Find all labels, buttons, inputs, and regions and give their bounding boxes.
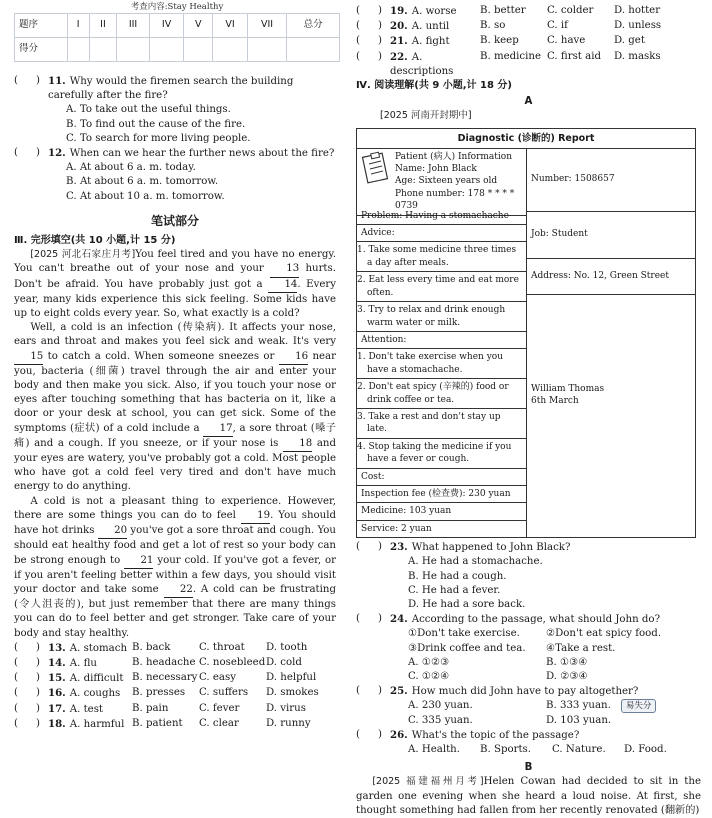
choice-option[interactable]: D. runny bbox=[266, 717, 311, 729]
option[interactable]: A. He had a stomachache. bbox=[408, 556, 543, 568]
cloze-blank[interactable]: 22 bbox=[164, 583, 193, 598]
part-b-text: Helen Cowan had decided to sit in the garden one evening when she heard a loud noise. At first, she thought something had fallen from her recently renovated (翻新的) bbox=[356, 776, 701, 816]
choice-row bbox=[14, 656, 336, 671]
choice-option[interactable]: 13. A. stomach bbox=[48, 641, 128, 654]
paren-close: ) bbox=[36, 672, 40, 684]
score-col: IV bbox=[149, 14, 183, 38]
cloze-paragraph-3 bbox=[14, 495, 336, 641]
cloze-blank[interactable]: 15 bbox=[14, 350, 43, 365]
question-stem bbox=[356, 684, 701, 699]
cloze-text: A cold is not a pleasant thing to experience. However, there are some things you can do to feel bbox=[14, 495, 336, 521]
score-cell[interactable] bbox=[213, 38, 247, 62]
advice-item: 1. Take some medicine three times a day after meals. bbox=[357, 242, 526, 272]
question-text: According to the passage, what should John do? bbox=[411, 614, 661, 626]
option[interactable]: D. ②③④ bbox=[546, 671, 588, 683]
cost-item: Service: 2 yuan bbox=[361, 523, 432, 534]
reading-question bbox=[356, 612, 701, 684]
paren-close: ) bbox=[36, 702, 40, 714]
choice-option[interactable]: D. cold bbox=[266, 656, 302, 668]
question-number: 24. bbox=[390, 613, 408, 626]
advice-label: Advice: bbox=[357, 225, 526, 242]
score-col: I bbox=[67, 14, 89, 38]
option[interactable]: A. At about 6 a. m. today. bbox=[66, 162, 196, 174]
report-title: Diagnostic (诊断的) Report bbox=[357, 129, 695, 149]
paren-open: ( bbox=[356, 20, 360, 32]
written-section-title: 笔试部分 bbox=[150, 213, 199, 228]
score-cell[interactable] bbox=[67, 38, 89, 62]
option[interactable]: A. To take out the useful things. bbox=[66, 104, 231, 116]
choice-option[interactable]: 16. A. coughs bbox=[48, 687, 121, 700]
paren-close: ) bbox=[378, 5, 382, 16]
question-number: 25. bbox=[390, 685, 408, 698]
cloze-choices-left bbox=[14, 641, 336, 732]
topic-label: 考查内容:Stay Healthy bbox=[130, 2, 224, 12]
patient-name: Name: John Black bbox=[395, 164, 477, 175]
choice-option[interactable]: 18. A. harmful bbox=[48, 717, 125, 730]
part-a-label: A bbox=[524, 96, 533, 108]
choice-option[interactable]: 22. A. descriptions bbox=[390, 50, 454, 77]
option[interactable]: C. ①②④ bbox=[408, 671, 450, 683]
option[interactable]: D. Food. bbox=[624, 744, 667, 756]
attention-item: 3. Take a rest and don't stay up late. bbox=[357, 409, 526, 439]
report-address: Address: No. 12, Green Street bbox=[531, 270, 669, 281]
choice-option[interactable]: C. nosebleed bbox=[199, 656, 266, 668]
paren-close: ) bbox=[378, 541, 382, 553]
paren-close: ) bbox=[378, 35, 382, 47]
choice-row bbox=[14, 671, 336, 686]
paren-close: ) bbox=[378, 685, 382, 697]
reading-question bbox=[356, 540, 701, 612]
choice-option[interactable]: B. medicine bbox=[480, 50, 541, 62]
score-cell[interactable] bbox=[247, 38, 287, 62]
doctor-name: William Thomas bbox=[531, 383, 605, 394]
paren-open: ( bbox=[14, 702, 18, 714]
cloze-blank[interactable]: 20 bbox=[98, 524, 127, 539]
question-number: 16. bbox=[48, 687, 66, 700]
question-11: ( ) 11. Why would the firemen search the building carefully after the fire? A. To take out the useful things. B. To find out the cause of the fire. C. To search for more living people. bbox=[14, 74, 336, 146]
choice-row bbox=[356, 34, 701, 49]
option[interactable]: C. To search for more living people. bbox=[66, 132, 251, 144]
paren-open: ( bbox=[14, 641, 18, 653]
paren-open: ( bbox=[14, 717, 18, 729]
choice-option[interactable]: B. presses bbox=[132, 687, 186, 699]
question-number: 20. bbox=[390, 20, 408, 33]
cloze-blank[interactable]: 16 bbox=[279, 350, 308, 365]
choice-row bbox=[14, 717, 336, 732]
paren-close: ) bbox=[378, 20, 382, 32]
problem: Problem: Having a stomachache bbox=[357, 210, 526, 225]
option[interactable]: B. Sports. bbox=[480, 744, 532, 756]
question-text-wrap bbox=[390, 540, 570, 555]
question-text: Why would the firemen search the building carefully after the fire? bbox=[48, 76, 294, 102]
choice-row bbox=[14, 641, 336, 656]
attention-label: Attention: bbox=[357, 332, 526, 349]
choice-option[interactable]: C. throat bbox=[199, 641, 245, 653]
question-number: 26. bbox=[390, 728, 408, 741]
paren-close: ) bbox=[378, 50, 382, 62]
question-number: 15. bbox=[48, 672, 66, 685]
diagnostic-report bbox=[356, 128, 696, 539]
question-number: 22. bbox=[390, 50, 408, 63]
attention-item: 2. Don't eat spicy (辛辣的) food or drink coffee or tea. bbox=[357, 379, 526, 409]
option-grid bbox=[356, 627, 701, 684]
choice-row bbox=[356, 4, 701, 19]
choice-option[interactable]: D. tooth bbox=[266, 641, 308, 653]
option[interactable]: A. 230 yuan. bbox=[408, 700, 473, 712]
reading-questions bbox=[356, 540, 701, 757]
paren-open: ( bbox=[356, 35, 360, 47]
option[interactable]: B. 333 yuan. 易失分 bbox=[546, 699, 684, 713]
cloze-text: near you, bacteria (细菌) travel through the air and enter your body and then make you sick. Also, if you touch your nose or eyes after touching something that has bacteria on it, like a door or your desk at school, you can get sick. Some of the symptoms (症状) of a cold include a bbox=[14, 350, 336, 434]
choice-option[interactable]: C. easy bbox=[199, 672, 236, 684]
cloze-text: your cold. If you've got a fever, or if you aren't feeling better within a few days, you should visit your doctor and take some bbox=[14, 554, 336, 595]
choice-option[interactable]: 21. A. fight bbox=[390, 35, 450, 48]
choice-option[interactable]: 14. A. flu bbox=[48, 656, 97, 669]
report-number: Number: 1508657 bbox=[531, 174, 615, 185]
patient-age: Age: Sixteen years old bbox=[395, 176, 498, 187]
question-text: How much did John have to pay altogether? bbox=[411, 686, 639, 698]
option[interactable]: B. At about 6 a. m. tomorrow. bbox=[66, 176, 219, 188]
question-text: What's the topic of the passage? bbox=[411, 729, 580, 741]
score-col: II bbox=[89, 14, 116, 38]
reading-question bbox=[356, 728, 701, 757]
question-12: ( ) 12. When can we hear the further news about the fire? A. At about 6 a. m. today. B. At about 6 a. m. tomorrow. C. At about 10 a. m. tomorrow. bbox=[14, 146, 336, 204]
choice-option[interactable]: B. patient bbox=[132, 717, 183, 729]
score-col: V bbox=[184, 14, 213, 38]
source-tag: [2025 河北石家庄月考] bbox=[30, 249, 136, 261]
attention-item: 4. Stop taking the medicine if you have a fever or cough. bbox=[357, 439, 526, 469]
cloze-blank[interactable]: 17 bbox=[203, 422, 232, 437]
paren-close: ) bbox=[36, 687, 40, 699]
choice-option[interactable]: D. hotter bbox=[614, 5, 661, 16]
cloze-text: You feel tired and you have no energy. You can't breathe out of your nose and your bbox=[14, 249, 336, 275]
choice-option[interactable]: C. fever bbox=[199, 702, 240, 714]
question-text: When can we hear the further news about the fire? bbox=[69, 148, 335, 160]
option-grid bbox=[356, 699, 701, 727]
option[interactable]: D. He had a sore back. bbox=[408, 599, 526, 610]
question-text-wrap bbox=[390, 612, 660, 627]
option[interactable]: B. ①③④ bbox=[546, 656, 588, 668]
option[interactable]: A. Health. bbox=[408, 744, 460, 756]
option[interactable]: C. 335 yuan. bbox=[408, 714, 473, 726]
patient-info-label: Patient (病人) Information bbox=[395, 151, 513, 162]
choice-option[interactable]: D. get bbox=[614, 35, 645, 47]
question-text: What happened to John Black? bbox=[411, 542, 571, 554]
question-stem bbox=[356, 540, 701, 555]
choice-option[interactable]: 20. A. until bbox=[390, 20, 450, 33]
choice-option[interactable]: B. necessary bbox=[132, 672, 198, 684]
option[interactable]: ④Take a rest. bbox=[546, 642, 616, 654]
choice-row bbox=[356, 19, 701, 34]
choice-option[interactable]: D. masks bbox=[614, 50, 661, 62]
paren-close: ) bbox=[36, 717, 40, 729]
option[interactable]: D. 103 yuan. bbox=[546, 714, 612, 726]
left-column bbox=[14, 0, 336, 732]
choice-option[interactable]: D. unless bbox=[614, 20, 662, 32]
report-date: 6th March bbox=[531, 396, 579, 407]
paren-open: ( bbox=[356, 728, 360, 740]
choice-row bbox=[14, 702, 336, 717]
paren-open: ( bbox=[356, 50, 360, 62]
cost-label: Cost: bbox=[357, 469, 526, 486]
question-number: 12. bbox=[48, 147, 66, 160]
question-number: 21. bbox=[390, 35, 408, 48]
question-number: 17. bbox=[48, 702, 66, 715]
question-text-wrap bbox=[390, 728, 579, 743]
choice-option[interactable]: D. virus bbox=[266, 702, 306, 714]
choice-option[interactable]: 15. A. difficult bbox=[48, 672, 124, 685]
cloze-text: Well, a cold is an infection (传染病). It affects your nose, ears and throat and makes you feel sick and weak. It's very bbox=[14, 322, 336, 348]
paren-open: ( bbox=[14, 656, 18, 668]
option[interactable]: ①Don't take exercise. bbox=[408, 628, 520, 640]
cloze-text: . You should have hot drinks bbox=[14, 509, 337, 537]
paren-close: ) bbox=[378, 613, 382, 625]
choice-option[interactable]: B. pain bbox=[132, 702, 169, 714]
question-text-wrap bbox=[390, 684, 638, 699]
score-cell[interactable] bbox=[89, 38, 116, 62]
cost-item: Medicine: 103 yuan bbox=[357, 503, 526, 520]
cloze-text: and your eyes are watery, you've probably got a cold. Most people who have got a cold feel very tired and don't have much energy to do anything. bbox=[14, 437, 336, 493]
choice-row bbox=[356, 50, 701, 79]
choice-option[interactable]: C. have bbox=[547, 35, 586, 47]
score-cell[interactable] bbox=[149, 38, 183, 62]
choice-option[interactable]: C. suffers bbox=[199, 687, 249, 699]
choice-option[interactable]: B. keep bbox=[480, 35, 519, 47]
cloze-blank[interactable]: 14 bbox=[268, 278, 297, 293]
option[interactable]: ②Don't eat spicy food. bbox=[546, 628, 662, 640]
cloze-blank[interactable]: 21 bbox=[124, 554, 153, 569]
reading-heading: Ⅳ. 阅读理解(共 9 小题,计 18 分) bbox=[356, 80, 513, 92]
score-table bbox=[14, 13, 340, 62]
attention-item: 1. Don't take exercise when you have a stomachache. bbox=[357, 349, 526, 379]
advice-item: 3. Try to relax and drink enough warm water or milk. bbox=[357, 302, 526, 332]
choice-option[interactable]: D. smokes bbox=[266, 687, 319, 699]
choice-option[interactable]: B. back bbox=[132, 641, 171, 653]
advice-item: 2. Eat less every time and eat more often. bbox=[357, 272, 526, 302]
option[interactable]: C. He had a fever. bbox=[408, 584, 501, 596]
score-col: III bbox=[117, 14, 150, 38]
question-number: 19. bbox=[390, 5, 408, 17]
choice-option[interactable]: C. first aid bbox=[547, 50, 601, 62]
score-row-label: 得分 bbox=[15, 38, 68, 62]
cost-item: Inspection fee (检查费): 230 yuan bbox=[357, 486, 526, 503]
difficulty-badge: 易失分 bbox=[621, 699, 657, 713]
choice-option[interactable]: D. helpful bbox=[266, 672, 317, 684]
cloze-text: . Every year, many kids experience this sick feeling. Some kids have up to eight colds every year. So, what exactly is a cold? bbox=[14, 278, 336, 320]
cloze-paragraph-1 bbox=[14, 248, 336, 321]
cloze-text: you've got a sore throat and cough. You should eat healthy food and get a lot of rest so your body can be strong enough to bbox=[14, 525, 336, 566]
right-column bbox=[356, 4, 701, 818]
part-b-label: B bbox=[524, 762, 533, 774]
option[interactable]: C. Nature. bbox=[552, 744, 606, 756]
reading-question bbox=[356, 684, 701, 728]
cloze-text: hurts. Don't be afraid. You have probably just got a bbox=[14, 263, 336, 290]
cloze-choices-right bbox=[356, 4, 701, 79]
paren-open: ( bbox=[356, 613, 360, 625]
paren-close: ) bbox=[36, 641, 40, 653]
question-number: 11. bbox=[48, 75, 66, 87]
paren-open: ( bbox=[14, 687, 18, 699]
cloze-blank[interactable]: 18 bbox=[283, 437, 312, 452]
part-a-source: [2025 河南开封期中] bbox=[380, 110, 472, 122]
question-number: 14. bbox=[48, 656, 66, 669]
option[interactable]: B. He had a cough. bbox=[408, 570, 507, 582]
score-col: VI bbox=[213, 14, 247, 38]
cloze-paragraph-2 bbox=[14, 321, 336, 494]
cloze-text: , a sore throat (嗓子痛) and a cough. If you sneeze, or if your nose is bbox=[14, 422, 336, 449]
paren-open: ( bbox=[356, 685, 360, 697]
question-stem bbox=[356, 728, 701, 743]
part-b-source: [2025 福建福州月考] bbox=[372, 776, 484, 788]
choice-option[interactable]: B. headache bbox=[132, 656, 196, 668]
question-number: 18. bbox=[48, 717, 66, 730]
choice-option[interactable]: 19. A. worse bbox=[390, 5, 457, 17]
choice-option[interactable]: B. so bbox=[480, 20, 506, 32]
question-stem bbox=[356, 612, 701, 627]
question-number: 23. bbox=[390, 541, 408, 554]
option[interactable]: A. ①②③ bbox=[408, 656, 450, 668]
score-col-total: 总分 bbox=[287, 14, 340, 38]
report-job: Job: Student bbox=[531, 229, 588, 240]
option[interactable]: C. At about 10 a. m. tomorrow. bbox=[66, 190, 225, 202]
option[interactable]: B. To find out the cause of the fire. bbox=[66, 118, 246, 130]
choice-option[interactable]: 17. A. test bbox=[48, 702, 104, 715]
score-cell[interactable] bbox=[117, 38, 150, 62]
part-b-paragraph bbox=[356, 775, 701, 818]
paren-close: ) bbox=[36, 656, 40, 668]
choice-row bbox=[14, 686, 336, 701]
option[interactable]: ③Drink coffee and tea. bbox=[408, 642, 526, 654]
patient-phone: Phone number: 178 * * * * 0739 bbox=[395, 188, 515, 212]
cloze-text: to catch a cold. When someone sneezes or bbox=[43, 350, 279, 362]
score-col: VII bbox=[247, 14, 287, 38]
choice-option[interactable]: C. clear bbox=[199, 717, 239, 729]
option-row bbox=[356, 743, 701, 757]
paren-open: ( bbox=[356, 5, 360, 16]
score-cell[interactable] bbox=[184, 38, 213, 62]
cloze-heading: Ⅲ. 完形填空(共 10 小题,计 15 分) bbox=[14, 235, 176, 247]
score-cell[interactable] bbox=[287, 38, 340, 62]
paren-close: ) bbox=[378, 728, 382, 740]
choice-option[interactable]: C. colder bbox=[547, 5, 594, 16]
cloze-blank[interactable]: 13 bbox=[270, 262, 299, 277]
cloze-blank[interactable]: 19 bbox=[241, 509, 270, 524]
choice-option[interactable]: C. if bbox=[547, 20, 568, 32]
clipboard-icon bbox=[361, 151, 391, 213]
choice-option[interactable]: B. better bbox=[480, 5, 526, 16]
paren-open: ( bbox=[14, 672, 18, 684]
question-number: 13. bbox=[48, 641, 66, 654]
score-header-label: 题序 bbox=[15, 14, 68, 38]
paren-open: ( bbox=[356, 541, 360, 553]
cloze-text: . A cold can be frustrating (令人沮丧的), but just remember that there are many things you can do to feel better and get stronger. Take care of your body and stay healthy. bbox=[14, 583, 336, 639]
